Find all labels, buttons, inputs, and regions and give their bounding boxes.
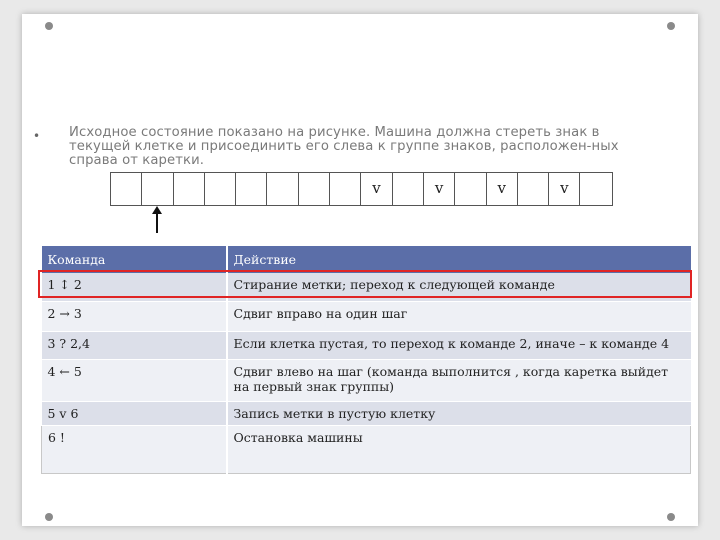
action-cell: Сдвиг вправо на один шаг bbox=[227, 301, 691, 331]
intro-line-2: текущей клетке и присоединить его слева к группе знаков, расположен-ных bbox=[69, 139, 619, 154]
intro-line-3: справа от каретки. bbox=[69, 153, 205, 168]
tape-cell bbox=[142, 173, 173, 205]
tape-cell: v bbox=[549, 173, 580, 205]
table-row bbox=[42, 273, 691, 301]
table-row bbox=[42, 301, 691, 331]
tape-cell: v bbox=[361, 173, 392, 205]
command-cell: 2 → 3 bbox=[42, 301, 227, 331]
action-cell: Запись метки в пустую клетку bbox=[227, 401, 691, 425]
tape-cell bbox=[267, 173, 298, 205]
tape-cell bbox=[518, 173, 549, 205]
tape-cell bbox=[111, 173, 142, 205]
command-cell: 6 ! bbox=[42, 425, 227, 473]
corner-dot-top-left bbox=[45, 22, 53, 30]
command-cell: 3 ? 2,4 bbox=[42, 331, 227, 359]
tape-cell bbox=[393, 173, 424, 205]
tape-cell: v bbox=[487, 173, 518, 205]
corner-dot-bottom-right bbox=[667, 513, 675, 521]
tape-cell bbox=[580, 173, 611, 205]
table-header-row bbox=[42, 246, 691, 273]
action-cell: Если клетка пустая, то переход к команде 2, иначе – к команде 4 bbox=[227, 331, 691, 359]
table-row bbox=[42, 331, 691, 359]
tape-cell: v bbox=[424, 173, 455, 205]
action-cell: Остановка машины bbox=[227, 425, 691, 473]
tape-cell bbox=[205, 173, 236, 205]
table-row bbox=[42, 401, 691, 425]
action-cell: Сдвиг влево на шаг (команда выполнится , когда каретка выйдет на первый знак группы) bbox=[227, 359, 691, 401]
action-cell: Стирание метки; переход к следующей команде bbox=[227, 273, 691, 301]
tape-cell bbox=[236, 173, 267, 205]
table-row bbox=[42, 425, 691, 473]
table-row bbox=[42, 359, 691, 401]
up-arrow-icon bbox=[150, 206, 164, 234]
bullet-icon: • bbox=[33, 129, 41, 143]
corner-dot-top-right bbox=[667, 22, 675, 30]
tape-cell bbox=[330, 173, 361, 205]
intro-text bbox=[69, 126, 669, 168]
tape-cell bbox=[299, 173, 330, 205]
command-cell: 4 ← 5 bbox=[42, 359, 227, 401]
tape-cell bbox=[455, 173, 486, 205]
command-table bbox=[41, 246, 691, 474]
turing-tape bbox=[110, 172, 613, 206]
tape-cell bbox=[174, 173, 205, 205]
command-cell: 5 v 6 bbox=[42, 401, 227, 425]
header-action: Действие bbox=[227, 246, 691, 273]
intro-line-1: Исходное состояние показано на рисунке. Машина должна стереть знак в bbox=[69, 125, 600, 140]
header-command: Команда bbox=[42, 246, 227, 273]
corner-dot-bottom-left bbox=[45, 513, 53, 521]
command-cell: 1 ↕ 2 bbox=[42, 273, 227, 301]
